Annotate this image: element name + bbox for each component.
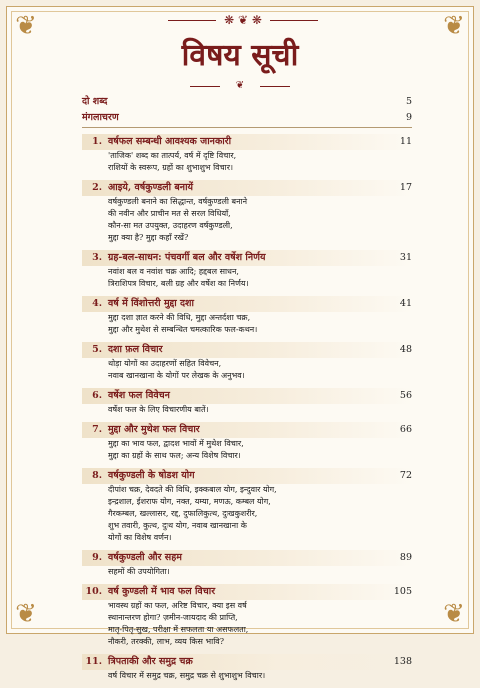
toc-intro-row[interactable] [82, 110, 412, 126]
toc-entry[interactable] [82, 422, 412, 462]
description-line: नवांश बल व नवांश चक्र आदि; हद्दबल साधन, [108, 267, 239, 276]
description-line: मुद्दा का ग्रहों के साथ फल; अन्य विशेष विचार। [108, 451, 241, 460]
corner-ornament-icon: ❦ [443, 11, 465, 41]
chapter-description [108, 358, 412, 382]
divider [82, 127, 412, 128]
chapter-number: 10. [85, 586, 102, 597]
chapter-description [108, 312, 412, 336]
chapter-number: 7. [92, 424, 102, 435]
chapter-number: 8. [92, 470, 102, 481]
chapter-title: आइये, वर्षकुण्डली बनायें [108, 182, 194, 193]
toc-entry[interactable] [82, 388, 412, 416]
description-line: की नवीन और प्राचीन मत से सरल विधियाँ, [108, 209, 231, 218]
description-line: वर्षेश फल के लिए विचारणीय बातें। [108, 405, 209, 414]
chapter-number: 5. [92, 344, 102, 355]
description-line: मुद्दा और मुथेश से सम्बन्धित चमत्कारिक फल-कथन। [108, 325, 258, 334]
toc-intro-label: मंगलाचरण [82, 112, 119, 123]
chapter-number: 4. [92, 298, 102, 309]
chapter-number: 6. [92, 390, 102, 401]
corner-ornament-icon: ❦ [443, 599, 465, 629]
toc-entry[interactable] [82, 342, 412, 382]
description-line: नौकरी, तरक्की, लाभ, व्यय किस भावि? [108, 637, 225, 646]
chapter-title: वर्षफल सम्बन्धी आवश्यक जानकारी [108, 136, 232, 147]
page-title: विषय सूची [181, 38, 299, 73]
corner-ornament-icon: ❦ [15, 11, 37, 41]
chapter-number: 3. [92, 252, 102, 263]
description-line: गैरकम्बल, खल्लासर, रद्द, दुफालिकुत्थ, दुःखकुशरीर, [108, 509, 258, 518]
description-line: योगों का विशेष वर्णन। [108, 533, 172, 542]
chapter-title: त्रिपताकी और समुद्र चक्र [108, 656, 193, 667]
chapter-title: मुद्दा और मुथेश फल विचार [108, 424, 200, 435]
description-line: वर्ष विचार में समुद्र चक्र, समुद्र चक्र से शुभाशुभ विचार। [108, 671, 266, 680]
toc-page-number: 66 [399, 424, 412, 435]
toc-page-number: 31 [399, 252, 412, 263]
toc-entry-heading [82, 654, 412, 670]
description-line: नवाब खानखाना के योगों पर लेखक के अनुभव। [108, 371, 245, 380]
description-line: दीपांश चक्र, देवदते की विधि, इक्कबाल योग, इन्दुवार योग, [108, 485, 277, 494]
description-line: स्थानान्तरण होगा? ज़मीन-जायदाद की प्राप्ति, [108, 613, 238, 622]
chapter-title: वर्षकुण्डली के षोडश योग [108, 470, 195, 481]
toc-entry-heading [82, 342, 412, 358]
toc-entry[interactable] [82, 296, 412, 336]
corner-ornament-icon: ❦ [15, 599, 37, 629]
chapter-number: 1. [92, 136, 102, 147]
description-line: शुभ तवारी, कुत्थ, दुःथ योग, नवाब खानखाना के [108, 521, 247, 530]
chapter-number: 2. [92, 182, 102, 193]
flourish-icon: ❦ [190, 80, 290, 92]
description-line: वर्षकुण्डली बनाने का सिद्धान्त, वर्षकुण्डली बनाने [108, 197, 248, 206]
chapter-number: 9. [92, 552, 102, 563]
toc-entry[interactable] [82, 180, 412, 244]
chapter-title: ग्रह-बल-साधन: पंचवर्गी बल और वर्षेश निर्णय [108, 252, 266, 263]
chapter-description [108, 150, 412, 174]
toc-page-number: 138 [393, 656, 412, 667]
description-line: मातृ-पितृ-सुख, परीक्षा में सफलता या असफलता, [108, 625, 249, 634]
toc-entry-heading [82, 584, 412, 600]
description-line: सहमों की उपयोगिता। [108, 567, 170, 576]
description-line: राशियों के स्वरूप, ग्रहों का शुभाशुभ विचार। [108, 163, 234, 172]
chapter-title: वर्ष में विंशोत्तरी मुद्दा दशा [108, 298, 194, 309]
chapter-description [108, 266, 412, 290]
description-line: मुद्दा का भाव फल, द्वादश भावों में मुथेश विचार, [108, 439, 244, 448]
toc-entry-heading [82, 134, 412, 150]
toc-page-number: 17 [399, 182, 412, 193]
description-line: इन्द्रशाल, ईशराफ योग, नक्त, यम्या, मणऊ, कम्बल योग, [108, 497, 271, 506]
toc-entry-heading [82, 250, 412, 266]
chapter-description [108, 196, 412, 244]
toc-page-number: 41 [399, 298, 412, 309]
description-line: मुद्दा क्या है? मुद्दा कहाँ रखें? [108, 233, 189, 242]
toc-page-number: 72 [399, 470, 412, 481]
chapter-description [108, 670, 412, 682]
toc-page-number: 89 [399, 552, 412, 563]
chapter-title: वर्षेश फल विवेचन [108, 390, 170, 401]
toc-entry[interactable] [82, 584, 412, 648]
description-line: भावस्थ ग्रहों का फल, अरिष्ट विचार, क्या इस वर्ष [108, 601, 247, 610]
toc-page-number: 48 [399, 344, 412, 355]
chapter-description [108, 566, 412, 578]
flourish-icon: ❋ ❦ ❋ [168, 12, 318, 28]
toc-entry[interactable] [82, 134, 412, 174]
toc-page-number: 9 [405, 112, 412, 123]
toc-entry-heading [82, 296, 412, 312]
description-line: त्रिराशिपत्र विचार, बली ग्रह और वर्षेश का निर्णय। [108, 279, 249, 288]
chapter-description [108, 404, 412, 416]
table-of-contents [82, 94, 412, 688]
toc-entry-heading [82, 422, 412, 438]
chapter-title: वर्षकुण्डली और सहम [108, 552, 182, 563]
toc-entry[interactable] [82, 468, 412, 544]
toc-entry-heading [82, 180, 412, 196]
chapter-description [108, 438, 412, 462]
chapter-title: वर्ष कुण्डली में भाव फल विचार [108, 586, 216, 597]
toc-entry-heading [82, 468, 412, 484]
chapter-description [108, 600, 412, 648]
description-line: 'ताजिक' शब्द का तात्पर्य, वर्ष में दृष्टि विचार, [108, 151, 237, 160]
toc-page-number: 11 [399, 136, 412, 147]
description-line: मुद्दा दशा ज्ञात करने की विधि, मुद्दा अन्तर्दशा चक्र, [108, 313, 251, 322]
toc-page-number: 5 [405, 96, 412, 107]
toc-entry[interactable] [82, 550, 412, 578]
chapter-title: दशा फ़ल विचार [108, 344, 163, 355]
toc-entry[interactable] [82, 654, 412, 682]
toc-intro-label: दो शब्द [82, 96, 108, 107]
toc-entry-heading [82, 388, 412, 404]
chapter-number: 11. [85, 656, 102, 667]
chapter-description [108, 484, 412, 544]
toc-intro-row[interactable] [82, 94, 412, 110]
description-line: थोड़ा योगों का उदाहरणों सहित विवेचन, [108, 359, 222, 368]
toc-entry-heading [82, 550, 412, 566]
description-line: कौन-सा मत उपयुक्त, उदाहरण वर्षकुण्डली, [108, 221, 233, 230]
toc-entries [82, 134, 412, 682]
toc-entry[interactable] [82, 250, 412, 290]
toc-page-number: 105 [393, 586, 412, 597]
toc-page-number: 56 [399, 390, 412, 401]
